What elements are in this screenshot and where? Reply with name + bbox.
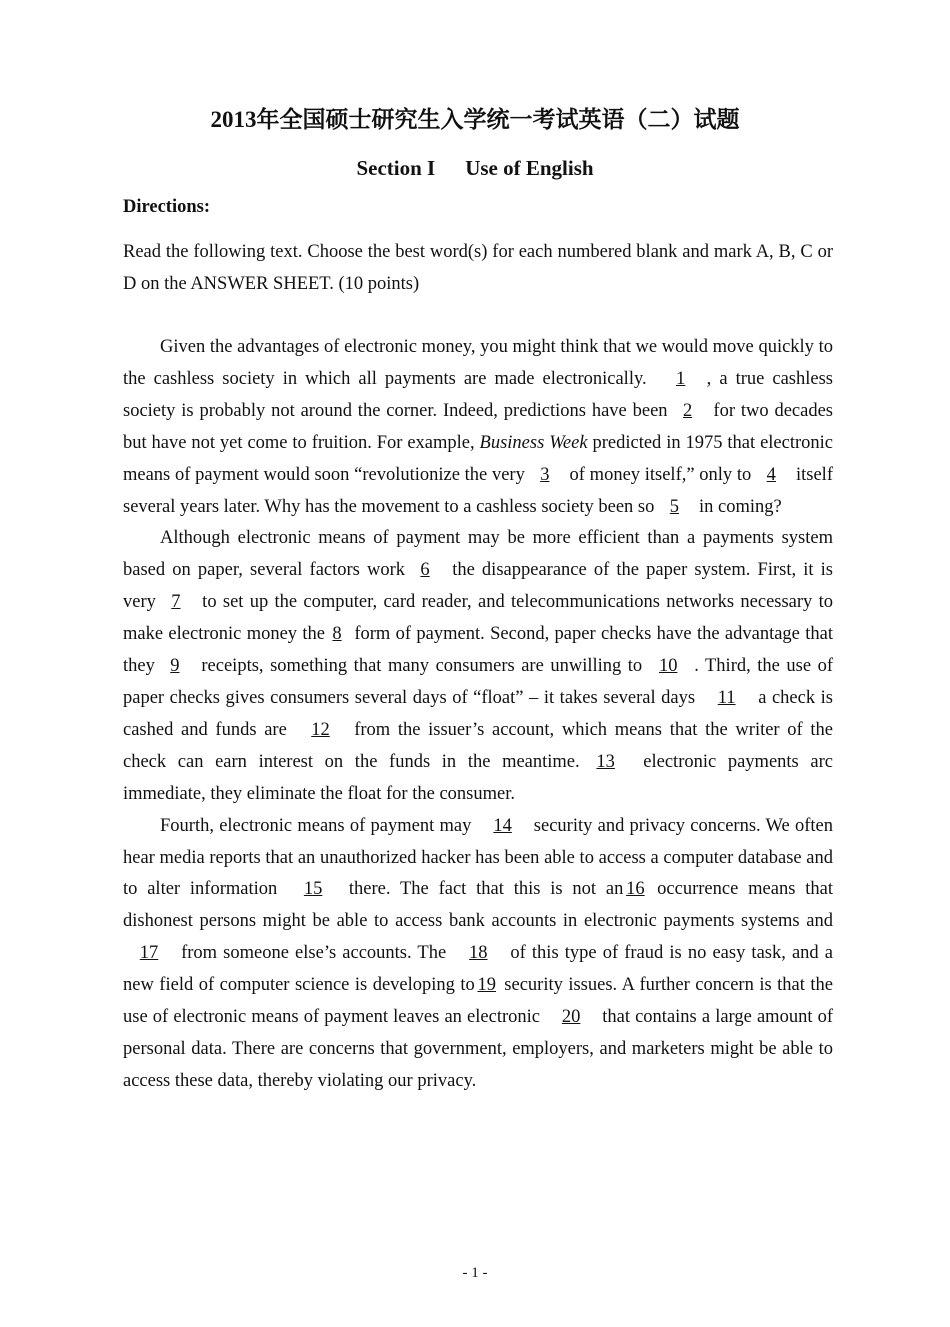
passage-text: receipts, something that many consumers are unwilling to (194, 656, 643, 677)
passage-text: for two decades but have not yet come to fruition. For example, (123, 400, 834, 453)
blank-5: 5 (669, 496, 679, 517)
blank-18: 18 (469, 943, 488, 964)
blank-7: 7 (171, 592, 181, 613)
passage-text: itself several years later. Why has the movement to a cashless society been so (123, 464, 833, 517)
blank-8: 8 (332, 624, 342, 645)
passage-text: . Third, the use of paper checks gives consumers several days of “float” – it takes several days (123, 656, 833, 708)
blank-19: 19 (477, 975, 497, 996)
passage-text: to set up the computer, card reader, and telecommunications networks necessary to make electronic money the (123, 592, 833, 645)
blank-11: 11 (717, 687, 736, 708)
blank-2: 2 (682, 400, 693, 421)
passage-paragraph-1 (123, 332, 833, 523)
blank-9: 9 (170, 656, 180, 677)
passage-text: security issues. A further concern is that the use of electronic means of payment leaves an electronic (123, 975, 833, 1028)
passage-paragraph-3 (123, 811, 833, 1098)
passage-text: the disappearance of the paper system. First, it is very (123, 560, 833, 613)
blank-6: 6 (420, 560, 430, 581)
passage-text: that contains a large amount of personal data. There are concerns that government, employers, and marketers might be able to access these data, thereby violating our privacy. (123, 1007, 833, 1091)
passage-text: from the issuer’s account, which means that the writer of the check can earn interest on the funds in the meantime. (123, 719, 833, 772)
blank-4: 4 (766, 464, 776, 485)
passage-text: there. The fact that this is not an (339, 879, 624, 900)
section-heading (0, 156, 950, 181)
passage-text: , a true cashless society is probably not around the corner. Indeed, predictions have been (123, 368, 833, 421)
passage-text: Given the advantages of electronic money, you might think that we would move quickly to the cashless society in which all payments are made electronically. (123, 337, 833, 389)
blank-13: 13 (596, 751, 615, 772)
passage-paragraph-2 (123, 523, 833, 810)
directions-text: Read the following text. Choose the best word(s) for each numbered blank and mark A, B, C or D on the ANSWER SHEET. (10 points) (123, 242, 833, 294)
blank-20: 20 (561, 1007, 581, 1028)
blank-10: 10 (658, 656, 678, 677)
cloze-passage (123, 332, 833, 1098)
passage-text: security and privacy concerns. We often hear media reports that an unauthorized hacker has been able to access a computer database and to alter information (123, 815, 833, 900)
passage-text: Fourth, electronic means of payment may (160, 815, 477, 836)
section-number: Section I (356, 156, 436, 180)
passage-text: form of payment. Second, paper checks have the advantage that they (123, 624, 833, 677)
passage-text: predicted in 1975 that electronic means of payment would soon “revolutionize the very (123, 432, 833, 485)
passage-text: of money itself,” only to (564, 464, 752, 485)
page-title: 2013年全国硕士研究生入学统一考试英语（二）试题 (210, 107, 740, 132)
blank-12: 12 (311, 719, 330, 740)
blank-16: 16 (626, 879, 645, 900)
passage-text: occurrence means that dishonest persons might be able to access bank accounts in electronic payments systems and (123, 879, 833, 932)
blank-14: 14 (493, 815, 512, 836)
directions-label: Directions: (123, 197, 210, 217)
blank-3: 3 (540, 464, 550, 485)
blank-17: 17 (139, 943, 159, 964)
passage-text: in coming? (694, 496, 782, 517)
passage-text: of this type of fraud is no easy task, and a new field of computer science is developing to (123, 943, 833, 996)
blank-1: 1 (676, 368, 686, 389)
passage-text: a check is cashed and funds are (123, 687, 834, 740)
page-number: - 1 - (462, 1265, 488, 1281)
passage-text: Although electronic means of payment may be more efficient than a payments system based on paper, several factors work (123, 528, 833, 581)
section-name: Use of English (465, 156, 594, 180)
blank-15: 15 (303, 879, 323, 900)
passage-text: electronic payments arc immediate, they eliminate the float for the consumer. (123, 751, 833, 804)
magazine-title: Business Week (479, 432, 588, 453)
passage-text: from someone else’s accounts. The (175, 943, 453, 964)
